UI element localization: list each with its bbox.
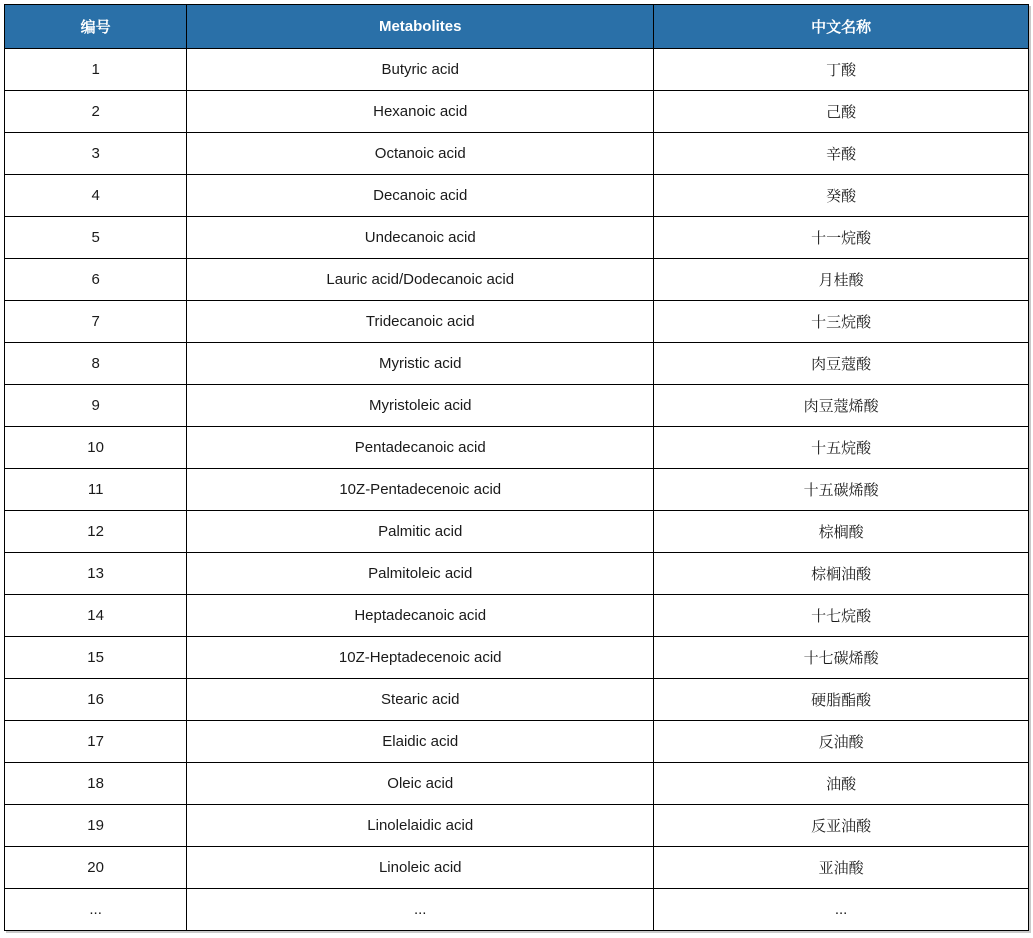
row-id-cell: 10 (5, 427, 187, 469)
row-chinese-name-cell: 十七烷酸 (654, 595, 1029, 637)
row-chinese-name-cell: 棕榈油酸 (654, 553, 1029, 595)
row-id-cell: 4 (5, 175, 187, 217)
row-id-cell: 18 (5, 763, 187, 805)
row-id-cell: 16 (5, 679, 187, 721)
row-id-cell: 14 (5, 595, 187, 637)
header-cell-chinese-name: 中文名称 (654, 5, 1029, 49)
table-row (5, 175, 1029, 217)
row-chinese-name-cell: 亚油酸 (654, 847, 1029, 889)
table-row (5, 595, 1029, 637)
row-chinese-name-cell: 肉豆蔻酸 (654, 343, 1029, 385)
row-id-cell: 8 (5, 343, 187, 385)
table-row (5, 721, 1029, 763)
row-chinese-name-cell: 癸酸 (654, 175, 1029, 217)
row-chinese-name-cell: 反亚油酸 (654, 805, 1029, 847)
table-row (5, 889, 1029, 931)
row-id-cell: 20 (5, 847, 187, 889)
row-id-cell: 1 (5, 49, 187, 91)
row-id-cell: 13 (5, 553, 187, 595)
row-metabolite-cell: Oleic acid (187, 763, 654, 805)
row-chinese-name-cell: 十五碳烯酸 (654, 469, 1029, 511)
row-chinese-name-cell: 棕榈酸 (654, 511, 1029, 553)
row-metabolite-cell: Undecanoic acid (187, 217, 654, 259)
table-row (5, 259, 1029, 301)
row-id-cell: 12 (5, 511, 187, 553)
row-id-cell: ... (5, 889, 187, 931)
row-id-cell: 5 (5, 217, 187, 259)
row-chinese-name-cell: 肉豆蔻烯酸 (654, 385, 1029, 427)
header-cell-id: 编号 (5, 5, 187, 49)
table-row (5, 343, 1029, 385)
row-id-cell: 2 (5, 91, 187, 133)
row-id-cell: 6 (5, 259, 187, 301)
row-metabolite-cell: Tridecanoic acid (187, 301, 654, 343)
table-row (5, 511, 1029, 553)
row-chinese-name-cell: 十一烷酸 (654, 217, 1029, 259)
row-chinese-name-cell: 辛酸 (654, 133, 1029, 175)
table-body (5, 49, 1029, 931)
row-chinese-name-cell: 油酸 (654, 763, 1029, 805)
row-chinese-name-cell: 十七碳烯酸 (654, 637, 1029, 679)
table-row (5, 217, 1029, 259)
row-id-cell: 9 (5, 385, 187, 427)
table-row (5, 637, 1029, 679)
metabolites-table (4, 4, 1029, 931)
table-row (5, 91, 1029, 133)
table-row (5, 553, 1029, 595)
table-row (5, 847, 1029, 889)
row-metabolite-cell: Decanoic acid (187, 175, 654, 217)
row-chinese-name-cell: 十三烷酸 (654, 301, 1029, 343)
row-id-cell: 15 (5, 637, 187, 679)
header-cell-metabolites: Metabolites (187, 5, 654, 49)
table-row (5, 49, 1029, 91)
table-row (5, 133, 1029, 175)
row-metabolite-cell: ... (187, 889, 654, 931)
row-chinese-name-cell: ... (654, 889, 1029, 931)
table-row (5, 427, 1029, 469)
row-metabolite-cell: Lauric acid/Dodecanoic acid (187, 259, 654, 301)
row-chinese-name-cell: 硬脂酯酸 (654, 679, 1029, 721)
row-id-cell: 7 (5, 301, 187, 343)
row-metabolite-cell: Stearic acid (187, 679, 654, 721)
row-metabolite-cell: Heptadecanoic acid (187, 595, 654, 637)
row-chinese-name-cell: 丁酸 (654, 49, 1029, 91)
row-id-cell: 3 (5, 133, 187, 175)
row-chinese-name-cell: 己酸 (654, 91, 1029, 133)
table-row (5, 679, 1029, 721)
row-metabolite-cell: 10Z-Heptadecenoic acid (187, 637, 654, 679)
table-row (5, 385, 1029, 427)
row-chinese-name-cell: 反油酸 (654, 721, 1029, 763)
row-metabolite-cell: Hexanoic acid (187, 91, 654, 133)
row-metabolite-cell: Palmitic acid (187, 511, 654, 553)
row-metabolite-cell: Linoleic acid (187, 847, 654, 889)
row-metabolite-cell: 10Z-Pentadecenoic acid (187, 469, 654, 511)
header-row (5, 5, 1029, 49)
row-chinese-name-cell: 月桂酸 (654, 259, 1029, 301)
table-row (5, 805, 1029, 847)
row-id-cell: 19 (5, 805, 187, 847)
row-metabolite-cell: Myristoleic acid (187, 385, 654, 427)
row-metabolite-cell: Butyric acid (187, 49, 654, 91)
row-metabolite-cell: Linolelaidic acid (187, 805, 654, 847)
row-chinese-name-cell: 十五烷酸 (654, 427, 1029, 469)
table-row (5, 301, 1029, 343)
row-id-cell: 17 (5, 721, 187, 763)
row-metabolite-cell: Elaidic acid (187, 721, 654, 763)
row-metabolite-cell: Octanoic acid (187, 133, 654, 175)
row-metabolite-cell: Myristic acid (187, 343, 654, 385)
row-metabolite-cell: Palmitoleic acid (187, 553, 654, 595)
table-row (5, 763, 1029, 805)
table-row (5, 469, 1029, 511)
row-id-cell: 11 (5, 469, 187, 511)
row-metabolite-cell: Pentadecanoic acid (187, 427, 654, 469)
